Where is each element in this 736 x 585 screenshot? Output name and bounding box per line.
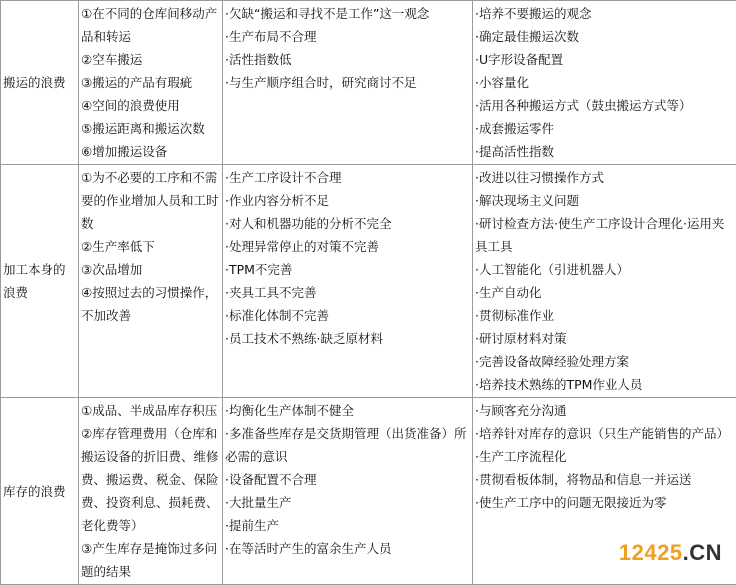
symptoms-cell xyxy=(79,165,223,398)
cause-item: ·多准备些库存是交货期管理（出货准备）所必需的意识 xyxy=(225,422,470,468)
measure-item: ·改进以往习惯操作方式 xyxy=(475,166,734,189)
cause-item: ·对人和机器功能的分析不完全 xyxy=(225,212,470,235)
cause-item: ·与生产顺序组合时，研究商讨不足 xyxy=(225,71,470,94)
symptom-item: ③搬运的产品有瑕疵 xyxy=(81,71,220,94)
symptom-item: ⑤搬运距离和搬运次数 xyxy=(81,117,220,140)
symptom-item: ④按照过去的习惯操作，不加改善 xyxy=(81,281,220,327)
measure-item: ·U字形设备配置 xyxy=(475,48,734,71)
measures-cell xyxy=(473,1,736,165)
symptom-item: ①在不同的仓库间移动产品和转运 xyxy=(81,2,220,48)
measure-item: ·人工智能化（引进机器人） xyxy=(475,258,734,281)
symptom-item: ③次品增加 xyxy=(81,258,220,281)
table-row xyxy=(1,165,736,398)
cause-item: ·作业内容分析不足 xyxy=(225,189,470,212)
category-cell xyxy=(1,1,79,165)
cause-item: ·均衡化生产体制不健全 xyxy=(225,399,470,422)
measure-item: ·小容量化 xyxy=(475,71,734,94)
measure-item: ·培养技术熟练的TPM作业人员 xyxy=(475,373,734,396)
cause-item: ·夹具工具不完善 xyxy=(225,281,470,304)
category-label: 加工本身的浪费 xyxy=(3,262,66,300)
measure-item: ·贯彻看板体制，将物品和信息一并运送 xyxy=(475,468,734,491)
causes-cell xyxy=(223,1,473,165)
symptom-item: ②生产率低下 xyxy=(81,235,220,258)
watermark-dot: . xyxy=(683,540,690,565)
cause-item: ·生产布局不合理 xyxy=(225,25,470,48)
measures-cell xyxy=(473,165,736,398)
symptom-item: ②库存管理费用（仓库和搬运设备的折旧费、维修费、搬运费、税金、保险费、投资利息、损耗费、老化费等） xyxy=(81,422,220,537)
cause-item: ·标准化体制不完善 xyxy=(225,304,470,327)
site-watermark xyxy=(619,540,722,566)
symptom-item: ②空车搬运 xyxy=(81,48,220,71)
category-cell xyxy=(1,398,79,585)
measure-item: ·生产自动化 xyxy=(475,281,734,304)
causes-cell xyxy=(223,165,473,398)
watermark-number: 12425 xyxy=(619,540,683,565)
measure-item: ·研讨原材料对策 xyxy=(475,327,734,350)
measure-item: ·使生产工序中的问题无限接近为零 xyxy=(475,491,734,514)
symptom-item: ①为不必要的工序和不需要的作业增加人员和工时数 xyxy=(81,166,220,235)
symptom-item: ③产生库存是掩饰过多问题的结果 xyxy=(81,537,220,583)
measure-item: ·研讨检查方法·使生产工序设计合理化·运用夹具工具 xyxy=(475,212,734,258)
symptom-item: ①成品、半成品库存积压 xyxy=(81,399,220,422)
cause-item: ·大批量生产 xyxy=(225,491,470,514)
cause-item: ·生产工序设计不合理 xyxy=(225,166,470,189)
symptoms-cell xyxy=(79,1,223,165)
cause-item: ·欠缺“搬运和寻找不是工作”这一观念 xyxy=(225,2,470,25)
measure-item: ·培养不要搬运的观念 xyxy=(475,2,734,25)
cause-item: ·在等活时产生的富余生产人员 xyxy=(225,537,470,560)
cause-item: ·TPM不完善 xyxy=(225,258,470,281)
watermark-suffix: CN xyxy=(689,540,722,565)
category-label: 库存的浪费 xyxy=(3,484,66,499)
measure-item: ·解决现场主义问题 xyxy=(475,189,734,212)
cause-item: ·员工技术不熟练·缺乏原材料 xyxy=(225,327,470,350)
cause-item: ·活性指数低 xyxy=(225,48,470,71)
measure-item: ·成套搬运零件 xyxy=(475,117,734,140)
measure-item: ·培养针对库存的意识（只生产能销售的产品） xyxy=(475,422,734,445)
category-label: 搬运的浪费 xyxy=(3,75,66,90)
table-row xyxy=(1,1,736,165)
measure-item: ·确定最佳搬运次数 xyxy=(475,25,734,48)
measure-item: ·贯彻标准作业 xyxy=(475,304,734,327)
measure-item: ·活用各种搬运方式（鼓虫搬运方式等） xyxy=(475,94,734,117)
causes-cell xyxy=(223,398,473,585)
symptom-item: ⑥增加搬运设备 xyxy=(81,140,220,163)
cause-item: ·设备配置不合理 xyxy=(225,468,470,491)
symptom-item: ④空间的浪费使用 xyxy=(81,94,220,117)
cause-item: ·提前生产 xyxy=(225,514,470,537)
measure-item: ·提高活性指数 xyxy=(475,140,734,163)
measure-item: ·生产工序流程化 xyxy=(475,445,734,468)
cause-item: ·处理异常停止的对策不完善 xyxy=(225,235,470,258)
symptoms-cell xyxy=(79,398,223,585)
measure-item: ·与顾客充分沟通 xyxy=(475,399,734,422)
category-cell xyxy=(1,165,79,398)
measure-item: ·完善设备故障经验处理方案 xyxy=(475,350,734,373)
